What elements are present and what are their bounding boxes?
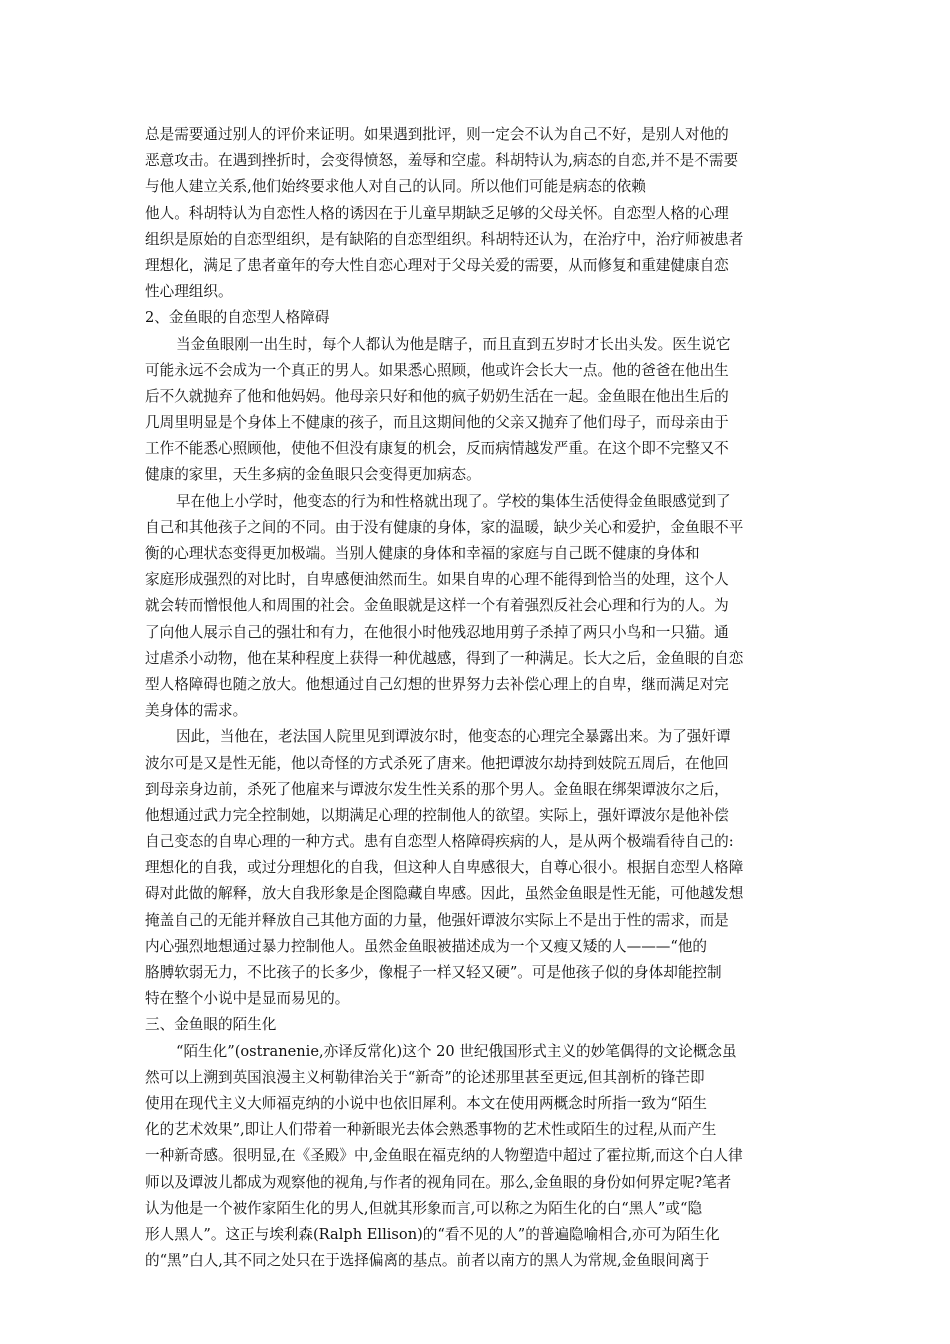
text-line: 了向他人展示自己的强壮和有力，在他很小时他残忍地用剪子杀掉了两只小鸟和一只猫。通 <box>145 623 729 641</box>
text-line: 性心理组织。 <box>145 283 233 301</box>
text-line: 当金鱼眼刚一出生时，每个人都认为他是瞎子，而且直到五岁时才长出头发。医生说它 <box>176 335 731 353</box>
text-line: 化的艺术效果”,即让人们带着一种新眼光去体会熟悉事物的艺术性或陌生的过程,从而产生 <box>145 1121 717 1139</box>
text-line: 自己和其他孩子之间的不同。由于没有健康的身体，家的温暖，缺少关心和爱护，金鱼眼不平 <box>145 518 744 536</box>
text-line: 理想化的自我，或过分理想化的自我，但这种人自卑感很大，自尊心很小。根据自恋型人格障 <box>145 859 744 877</box>
text-line: 到母亲身边前，杀死了他雇来与谭波尔发生性关系的那个男人。金鱼眼在绑架谭波尔之后， <box>145 780 729 798</box>
text-line: 恶意攻击。在遇到挫折时，会变得愤怒，羞辱和空虚。科胡特认为,病态的自恋,并不是不需要 <box>145 152 739 170</box>
text-line: 他人。科胡特认为自恋性人格的诱因在于儿童早期缺乏足够的父母关怀。自恋型人格的心理 <box>145 204 729 222</box>
text-line: 胳膊软弱无力，不比孩子的长多少，像棍子一样又轻又硬”。可是他孩子似的身体却能控制 <box>145 964 722 981</box>
text-line: 师以及谭波儿都成为观察他的视角,与作者的视角同在。那么,金鱼眼的身份如何界定呢?笔者 <box>145 1173 732 1191</box>
text-line: 工作不能悉心照顾他，使他不但没有康复的机会，反而病情越发严重。在这个即不完整又不 <box>145 440 729 458</box>
text-line: 形人黑人”。这正与埃利森(Ralph Ellison)的“看不见的人”的普遍隐喻相合,亦可为陌生化 <box>145 1225 720 1243</box>
text-line: 掩盖自己的无能并释放自己其他方面的力量，他强奸谭波尔实际上不是出于性的需求，而是 <box>145 911 729 929</box>
text-line: 过虐杀小动物，他在某种程度上获得一种优越感，得到了一种满足。长大之后，金鱼眼的自恋 <box>145 649 744 667</box>
text-line: 与他人建立关系,他们始终要求他人对自己的认同。所以他们可能是病态的依赖 <box>145 178 646 196</box>
text-line: 就会转而憎恨他人和周围的社会。金鱼眼就是这样一个有着强烈反社会心理和行为的人。为 <box>145 597 729 615</box>
text-line: 健康的家里，天生多病的金鱼眼只会变得更加病态。 <box>145 466 481 484</box>
text-line: 认为他是一个被作家陌生化的男人,但就其形象而言,可以称之为陌生化的白“黑人”或“隐 <box>145 1199 703 1217</box>
text-line: 波尔可是又是性无能，他以奇怪的方式杀死了唐来。他把谭波尔劫持到妓院五周后，在他回 <box>145 754 729 772</box>
text-line: 碍对此做的解释，放大自我形象是企图隐藏自卑感。因此，虽然金鱼眼是性无能，可他越发想 <box>145 885 744 903</box>
text-line: 的“黑”白人,其不同之处只在于选择偏离的基点。前者以南方的黑人为常规,金鱼眼间离于 <box>145 1252 710 1270</box>
text-line: 内心强烈地想通过暴力控制他人。虽然金鱼眼被描述成为一个又瘦又矮的人———“他的 <box>145 937 708 955</box>
text-line: 使用在现代主义大师福克纳的小说中也依旧犀利。本文在使用两概念时所指一致为“陌生 <box>145 1094 708 1112</box>
text-line: 可能永远不会成为一个真正的男人。如果悉心照顾，他或许会长大一点。他的爸爸在他出生 <box>145 361 729 379</box>
text-line: 因此，当他在，老法国人院里见到谭波尔时，他变态的心理完全暴露出来。为了强奸谭 <box>176 728 731 746</box>
text-line: 美身体的需求。 <box>145 702 248 720</box>
text-line <box>145 1274 811 1300</box>
text-line: 特在整个小说中是显而易见的。 <box>145 990 350 1008</box>
text-line: 几周里明显是个身体上不健康的孩子，而且这期间他的父亲又抛弃了他们母子，而母亲由于 <box>145 414 729 432</box>
text-line: “陌生化”(ostranenie,亦译反常化)这个 20 世纪俄国形式主义的妙笔偶得的文论概念虽 <box>176 1042 737 1060</box>
text-line: 然可以上溯到英国浪漫主义柯勒律治关于“新奇”的论述那里甚至更远,但其剖析的锋芒即 <box>145 1068 705 1086</box>
document-page <box>145 122 811 1300</box>
text-line: 一种新奇感。很明显,在《圣殿》中,金鱼眼在福克纳的人物塑造中超过了霍拉斯,而这个白人律 <box>145 1147 743 1165</box>
section-heading: 三、金鱼眼的陌生化 <box>145 1016 277 1034</box>
text-line: 衡的心理状态变得更加极端。当别人健康的身体和幸福的家庭与自己既不健康的身体和 <box>145 545 700 562</box>
text-line: 理想化，满足了患者童年的夸大性自恋心理对于父母关爱的需要，从而修复和重建健康自恋 <box>145 256 729 274</box>
text-line: 自己变态的自卑心理的一种方式。患有自恋型人格障碍疾病的人，是从两个极端看待自己的: <box>145 833 734 851</box>
text-line: 总是需要通过别人的评价来证明。如果遇到批评，则一定会不认为自己不好，是别人对他的 <box>145 126 729 143</box>
text-line: 早在他上小学时，他变态的行为和性格就出现了。学校的集体生活使得金鱼眼感觉到了 <box>176 492 731 510</box>
text-line: 他想通过武力完全控制她，以期满足心理的控制他人的欲望。实际上，强奸谭波尔是他补偿 <box>145 806 729 824</box>
text-line: 组织是原始的自恋型组织，是有缺陷的自恋型组织。科胡特还认为，在治疗中，治疗师被患者 <box>145 230 744 248</box>
text-line: 家庭形成强烈的对比时，自卑感便油然而生。如果自卑的心理不能得到恰当的处理，这个人 <box>145 571 729 589</box>
text-line: 后不久就抛弃了他和他妈妈。他母亲只好和他的疯子奶奶生活在一起。金鱼眼在他出生后的 <box>145 387 729 405</box>
text-line: 型人格障碍也随之放大。他想通过自己幻想的世界努力去补偿心理上的自卑，继而满足对完 <box>145 675 729 693</box>
section-heading: 2、金鱼眼的自恋型人格障碍 <box>145 309 330 327</box>
